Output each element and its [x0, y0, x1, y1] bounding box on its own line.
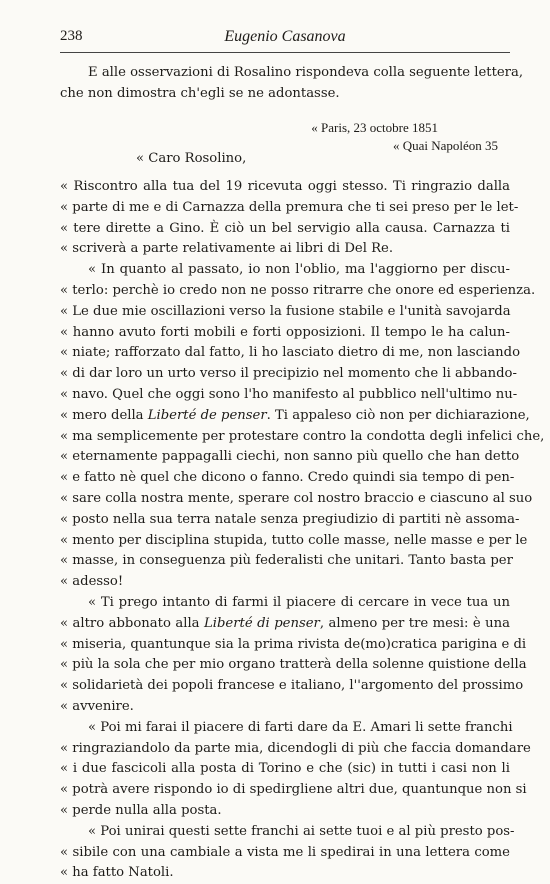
intro-paragraph	[60, 63, 524, 105]
letter-line: « In quanto al passato, io non l'oblio, ma l'aggiorno per discu-	[88, 262, 510, 278]
letter-line: « ringraziandolo da parte mia, dicendogli di più che faccia domandare	[60, 740, 531, 756]
letter-salutation: « Caro Rosolino,	[136, 151, 247, 166]
letter-line: « perde nulla alla posta.	[60, 802, 222, 818]
letter-line: « più la sola che per mio organo tratterà della solenne quistione della	[60, 657, 527, 673]
letter-line: « scriverà a parte relativamente ai libri di Del Re.	[60, 241, 394, 257]
letter-line: « miseria, quantunque sia la prima rivista de(mo)cratica parigina e di	[60, 636, 527, 652]
letter-line: « Poi mi farai il piacere di farti dare da E. Amari li sette franchi	[88, 719, 513, 735]
intro-line: E alle osservazioni di Rosalino rispondeva colla seguente lettera,	[88, 65, 524, 80]
letter-line: « potrà avere rispondo io di spedirgliene altri due, quantunque non si	[60, 782, 527, 798]
letter-line: « di dar loro un urto verso il precipizio nel momento che li abbando-	[60, 366, 517, 382]
letter-line: « Poi unirai questi sette franchi ai sette tuoi e al più presto pos-	[88, 823, 515, 839]
letter-line: « posto nella sua terra natale senza pregiudizio di partiti nè assoma-	[60, 511, 520, 527]
letter-line: « sibile con una cambiale a vista me li spedirai in una lettera come	[60, 844, 510, 860]
letter-line: « hanno avuto forti mobili e forti opposizioni. Il tempo le ha calun-	[60, 324, 510, 340]
letter-line: « eternamente pappagalli ciechi, non sanno più quello che han detto	[60, 449, 520, 465]
letter-line: « adesso!	[60, 574, 124, 590]
letter-line: « mento per disciplina stupida, tutto colle masse, nelle masse e per le	[60, 532, 528, 548]
letter-line: « tere dirette a Gino. È ciò un bel servigio alla causa. Carnazza ti	[60, 220, 510, 236]
letter-line: « Ti prego intanto di farmi il piacere di cercare in vece tua un	[88, 594, 510, 610]
letter-line: « terlo: perchè io credo non ne posso ritrarre che onore ed esperienza.	[60, 282, 536, 298]
dateline-city-date: « Paris, 23 octobre 1851	[311, 120, 438, 135]
header-rule	[60, 52, 510, 53]
letter-line: « i due fascicoli alla posta di Torino e che (sic) in tutti i casi non li	[60, 761, 510, 777]
letter-line: « Riscontro alla tua del 19 ricevuta oggi stesso. Ti ringrazio dalla	[60, 179, 510, 194]
letter-line: « navo. Quel che oggi sono l'ho manifesto al pubblico nell'ultimo nu-	[60, 386, 518, 402]
italic-title: Liberté di penser	[204, 615, 320, 631]
dateline-address: « Quai Napoléon 35	[392, 138, 498, 153]
letter-line: « ma semplicemente per protestare contro la condotta degli infelici che,	[60, 428, 545, 444]
letter-line: « ha fatto Natoli.	[60, 865, 174, 881]
letter-line: « sare colla nostra mente, sperare col nostro braccio e ciascuno al suo	[60, 490, 533, 506]
letter-line: « masse, in conseguenza più federalisti che unitari. Tanto basta per	[60, 553, 513, 569]
letter-line: « mero della Liberté de penser. Ti appaleso ciò non per dichiarazione,	[60, 407, 530, 423]
intro-line: che non dimostra ch'egli se ne adontasse.	[60, 85, 340, 101]
italic-title: Liberté de penser	[147, 407, 267, 423]
letter-line: « avvenire.	[60, 698, 134, 714]
letter-line: « solidarietà dei popoli francese e italiano, l''argomento del prossimo	[60, 678, 524, 694]
letter-line: « parte di me e di Carnazza della premura che ti sei preso per le let-	[60, 199, 519, 215]
letter-line: « altro abbonato alla Liberté di penser, almeno per tre mesi: è una	[60, 615, 510, 631]
letter-line: « Le due mie oscillazioni verso la fusione stabile e l'unità savojarda	[60, 303, 511, 319]
letter-line: « e fatto nè quel che dicono o fanno. Credo quindi sia tempo di pen-	[60, 470, 515, 486]
running-title: Eugenio Casanova	[224, 28, 346, 45]
page-number: 238	[60, 28, 83, 44]
letter-line: « niate; rafforzato dal fatto, li ho lasciato dietro di me, non lasciando	[60, 345, 521, 361]
letter-body	[60, 177, 545, 884]
page-header	[60, 28, 510, 50]
